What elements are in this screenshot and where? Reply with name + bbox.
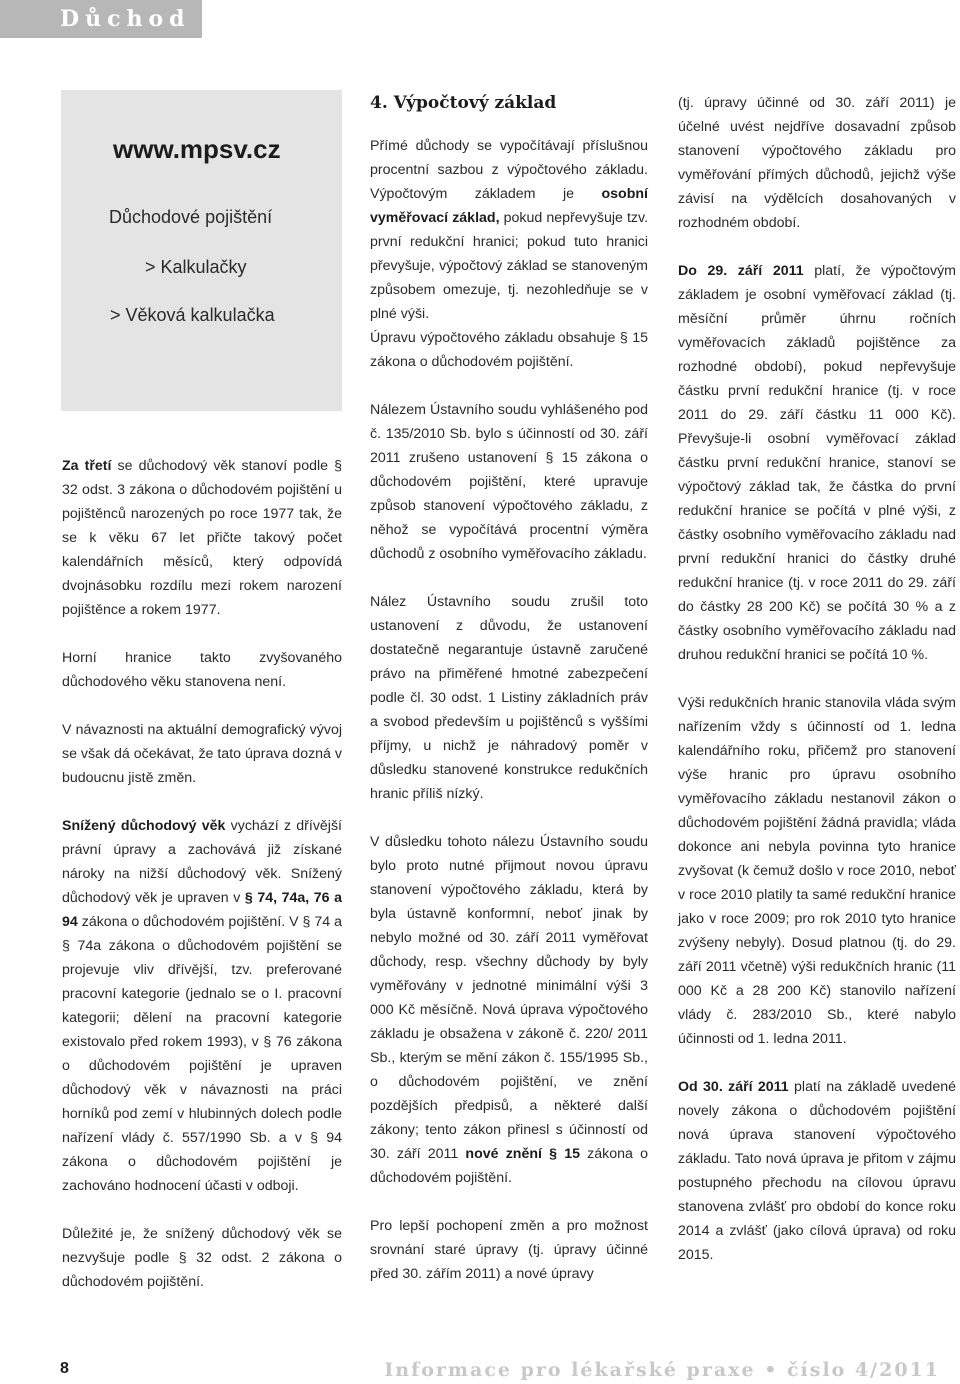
paragraph: Pro lepší pochopení změn a pro možnost srovnání staré úpravy (tj. úpravy účinné před 30. zářím 2011) a nové úpravy — [370, 1218, 648, 1282]
paragraph: Horní hranice takto zvyšovaného důchodového věku stanovena není. — [62, 650, 342, 690]
bold-text: Za třetí — [62, 458, 112, 474]
paragraph — [370, 134, 648, 326]
nav-path-pension-insurance: Důchodové pojištění — [109, 207, 273, 227]
bold-text: § 74, 74a, 76 a 94 — [62, 890, 342, 930]
nav-path-age-calculator: > Věková kalkulačka — [110, 305, 275, 325]
website-url[interactable]: www.mpsv.cz — [113, 134, 281, 164]
page-number: 8 — [60, 1360, 69, 1377]
text: zákona o důchodovém pojištění. V § 74 a § 74a zákona o důchodovém pojištění se projevuje vliv dřívější, tzv. preferované pracovní kategorie (jednalo se o I. pracovní kategorii; dělení na pracovní kategorie existovalo před rokem 1993), v § 76 zákona o důchodovém pojištění je upraven důchodový věk v návaznosti na práci horníků pod zemí v hlubinných dolech podle nařízení vlády č. 557/1990 Sb. a v § 94 zákona o důchodovém pojištění je zachováno hodnocení účasti v odboji. — [62, 914, 343, 1194]
paragraph: Nález Ústavního soudu zrušil toto ustanovení z důvodu, že ustanovení dostatečně negarantuje ústavně zaručené právo na přiměřené hmotné zabezpečení podle čl. 30 odst. 1 Listiny základních práv a svobod především u pojištěnců s vyššími příjmy, u nichž je náhradový poměr v důsledku stanovené konstrukce redukčních hranic příliš nízký. — [370, 594, 648, 802]
paragraph — [62, 814, 342, 1198]
publication-title: Informace pro lékařské praxe • číslo 4/2011 — [384, 1359, 940, 1381]
nav-path-calculators: > Kalkulačky — [145, 257, 247, 277]
bold-text: Do 29. září 2011 — [678, 263, 804, 279]
bold-text: nové znění § 15 — [465, 1146, 580, 1162]
text: V důsledku tohoto nálezu Ústavního soudu bylo proto nutné přijmout novou úpravu stanovení výpočtového základu, která by byla ústavně konformní, neboť jinak by nebylo možné od 30. září 2011 vyměřovat důchody, resp. všechny důchody by byly vyměřovány v jednotné minimální výši 3 000 Kč měsíčně. Nová úprava výpočtového základu je obsažena v zákoně č. 220/ 2011 Sb., kterým se mění zákon č. 155/1995 Sb., o důchodovém pojištění, ve znění pozdějších předpisů, a některé další zákony; tento zákon přinesl s účinností od 30. září 2011 — [370, 834, 648, 1162]
text: platí na základě uvedené novely zákona o důchodovém pojištění nová úprava stanovení výpočtového základu. Tato nová úprava je přitom v zájmu postupného přechodu na cílovou úpravu stanovena zvlášť pro období do konce roku 2014 a zvlášť (jako cílová úprava) od roku 2015. — [678, 1079, 956, 1263]
section-heading: 4. Výpočtový základ — [370, 93, 557, 113]
text: Přímé důchody se vypočítávají příslušnou procentní sazbou z výpočtového základu. Výpočtovým základem je — [370, 138, 648, 202]
paragraph — [370, 830, 648, 1190]
paragraph: Úpravu výpočtového základu obsahuje § 15 zákona o důchodovém pojištění. — [370, 330, 648, 370]
paragraph: Důležité je, že snížený důchodový věk se nezvyšuje podle § 32 odst. 2 zákona o důchodovém pojištění. — [62, 1226, 342, 1290]
info-box — [61, 90, 342, 411]
paragraph — [678, 1075, 956, 1267]
column-left — [62, 454, 342, 1318]
text: platí, že výpočtovým základem je osobní vyměřovací základ (tj. měsíční průměr úhrnu ročních vyměřovacích základů pojištěnce za rozhodné období), pokud nepřevyšuje částku první redukční hranice (tj. v roce 2011 do 29. září částku 11 000 Kč). Převyšuje-li osobní vyměřovací základ částku první redukční hranice, stanoví se výpočtový základ tak, že částka do první redukční hranice se počítá v plné výši, z částky osobního vyměřovacího základu nad první redukční hranici do částky druhé redukční hranice (tj. v roce 2011 do 29. září do částky 28 200 Kč) se počítá 30 % a z částky osobního vyměřovacího základu nad druhou redukční hranici se počítá 10 %. — [678, 263, 956, 663]
text: zákona o důchodovém pojištění. — [370, 1146, 648, 1186]
column-right — [678, 91, 956, 1291]
text: se důchodový věk stanoví podle § 32 odst. 3 zákona o důchodovém pojištění u pojištěnců narozených po roce 1977 tak, že se k věku 67 let přičte takový počet kalendářních měsíců, který odpovídá dvojnásobku rozdílu mezi rokem narození pojištěnce a rokem 1977. — [62, 458, 342, 618]
paragraph: Nálezem Ústavního soudu vyhlášeného pod č. 135/2010 Sb. bylo s účinností od 30. září 2011 zrušeno ustanovení § 15 zákona o důchodovém pojištění, které upravuje způsob stanovení výpočtového základu, z něhož se vypočítává procentní výměra důchodů z osobního vyměřovacího základu. — [370, 402, 648, 562]
paragraph — [62, 454, 342, 622]
paragraph: V návaznosti na aktuální demografický vývoj se však dá očekávat, že tato úprava dozná v budoucnu jistě změn. — [62, 722, 342, 786]
section-header: Důchod — [0, 0, 202, 38]
paragraph: (tj. úpravy účinné od 30. září 2011) je účelné uvést nejdříve dosavadní způsob stanovení výpočtového základu pro vyměřování přímých důchodů, jejichž výše závisí na výdělcích dosahovaných v rozhodném období. — [678, 95, 956, 231]
paragraph: Výši redukčních hranic stanovila vláda svým nařízením vždy s účinností od 1. ledna kalendářního roku, přičemž pro stanovení výše hranic pro úpravu osobního vyměřovacího základu nestanovil zákon o důchodovém pojištění žádná pravidla; vláda dokonce ani nebyla povinna tyto hranice zvyšovat (k čemuž došlo v roce 2010, neboť v roce 2010 platily ta samé redukční hranice jako v roce 2009; pro rok 2010 tyto hranice zvýšeny nebyly). Dosud platnou (tj. do 29. září 2011 včetně) výši redukčních hranic (11 000 Kč a 28 200 Kč) stanovilo nařízení vlády č. 283/2010 Sb., které nabylo účinnosti od 1. ledna 2011. — [678, 695, 956, 1047]
bold-text: Od 30. září 2011 — [678, 1079, 789, 1095]
column-middle — [370, 134, 648, 1310]
text: pokud nepřevyšuje tzv. první redukční hranici; pokud tuto hranici převyšuje, výpočtový základ se stanoveným způsobem omezuje, tj. nezohledňuje se v plné výši. — [370, 210, 649, 322]
paragraph — [678, 259, 956, 667]
text: vychází z dřívější právní úpravy a zachovává již získané nároky na nižší důchodový věk. Snížený důchodový věk je upraven v — [62, 818, 342, 906]
bold-text: Snížený důchodový věk — [62, 818, 226, 834]
bold-text: osobní vyměřovací základ, — [370, 186, 648, 226]
